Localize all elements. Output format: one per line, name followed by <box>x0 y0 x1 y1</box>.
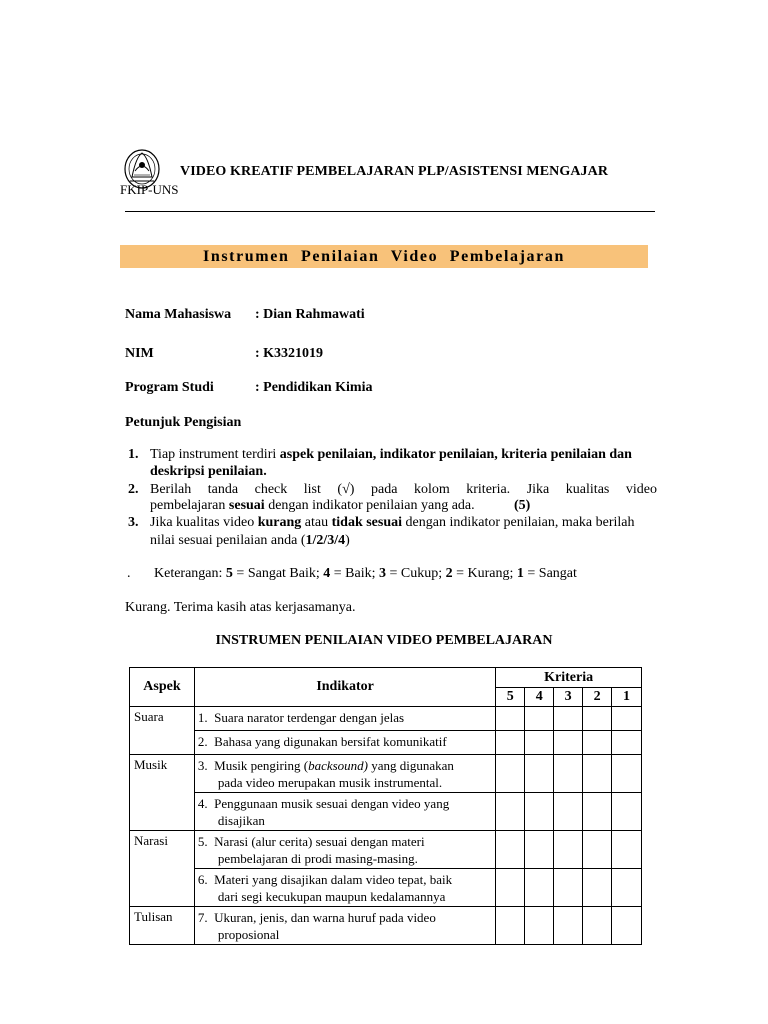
score-cell-2[interactable] <box>583 707 612 731</box>
score-cell-3[interactable] <box>554 831 583 869</box>
table-row <box>130 869 642 907</box>
score-cell-3[interactable] <box>554 707 583 731</box>
score-cell-2[interactable] <box>583 731 612 755</box>
indicator-text: Materi yang disajikan dalam video tepat, baik <box>214 872 453 887</box>
instruction-2-bold: sesuai <box>228 498 265 513</box>
score-cell-2[interactable] <box>583 831 612 869</box>
indicator-number: 5. <box>197 834 208 849</box>
logo-caption: FKIP-UNS <box>120 182 179 197</box>
indicator-text: Penggunaan musik sesuai dengan video yang <box>214 796 450 811</box>
score-cell-2[interactable] <box>583 755 612 793</box>
legend-score-2: 2 <box>445 566 453 581</box>
indicator-text-end: yang digunakan <box>368 758 454 773</box>
indicator-text-italic: backsound) <box>308 758 368 773</box>
score-cell-4[interactable] <box>525 707 554 731</box>
instruction-3-text-mid: atau <box>301 515 332 530</box>
indicator-text: Ukuran, jenis, dan warna huruf pada video <box>214 910 436 925</box>
indicator-number: 4. <box>197 796 208 811</box>
score-header-2: 2 <box>583 688 612 707</box>
legend-text-1: = Sangat <box>523 566 577 581</box>
column-header-kriteria: Kriteria <box>496 668 642 688</box>
indicator-text-line-2: pada video merupakan musik instrumental. <box>217 775 443 790</box>
score-cell-5[interactable] <box>496 793 525 831</box>
instruction-2-line-2 <box>150 498 475 514</box>
form-title: Instrumen Penilaian Video Pembelajaran <box>203 248 565 265</box>
instruction-3-bold-2: tidak sesuai <box>331 515 403 530</box>
indicator-text-line-2: pembelajaran di prodi masing-masing. <box>217 851 418 866</box>
score-cell-1[interactable] <box>612 755 642 793</box>
indicator-number: 6. <box>197 872 208 887</box>
indicator-text-line-2: disajikan <box>217 813 265 828</box>
score-cell-5[interactable] <box>496 831 525 869</box>
legend-score-1: 1 <box>516 566 524 581</box>
legend-text-5: = Sangat Baik; <box>232 566 324 581</box>
instruction-2-text: pembelajaran <box>150 498 229 513</box>
score-cell-5[interactable] <box>496 731 525 755</box>
score-cell-3[interactable] <box>554 869 583 907</box>
score-cell-3[interactable] <box>554 731 583 755</box>
score-cell-5[interactable] <box>496 907 525 945</box>
instruction-2-score: (5) <box>514 498 531 513</box>
indicator-text: Narasi (alur cerita) sesuai dengan materi <box>214 834 425 849</box>
instruction-1-line-2: deskripsi penilaian. <box>150 464 267 479</box>
instruction-3-line-2-text: nilai sesuai penilaian anda ( <box>150 533 306 548</box>
aspect-cell: Narasi <box>130 831 195 907</box>
indicator-text: Bahasa yang digunakan bersifat komunikatif <box>214 734 447 749</box>
score-cell-3[interactable] <box>554 755 583 793</box>
program-label: Program Studi <box>125 380 214 395</box>
instruction-1-line-1 <box>150 447 660 463</box>
instruction-1-text: Tiap instrument terdiri <box>150 447 280 462</box>
instruction-3-text: Jika kualitas video <box>150 515 258 530</box>
nim-value: : K3321019 <box>255 346 324 361</box>
score-cell-1[interactable] <box>612 707 642 731</box>
score-header-5: 5 <box>496 688 525 707</box>
column-header-indikator: Indikator <box>194 668 495 707</box>
instruction-1-bold: aspek penilaian, indikator penilaian, kriteria penilaian dan <box>279 447 632 462</box>
table-row <box>130 707 642 731</box>
closing-text: Kurang. Terima kasih atas kerjasamanya. <box>125 600 356 615</box>
legend-score-5: 5 <box>225 566 233 581</box>
instructions-heading: Petunjuk Pengisian <box>125 415 242 430</box>
indicator-cell <box>194 907 495 945</box>
indicator-cell <box>194 831 495 869</box>
score-header-4: 4 <box>525 688 554 707</box>
indicator-number: 2. <box>197 734 208 749</box>
assessment-table <box>129 667 642 945</box>
form-title-banner <box>120 245 648 268</box>
legend-score-3: 3 <box>379 566 386 581</box>
instruction-3-bold-1: kurang <box>257 515 302 530</box>
indicator-text-line-2: dari segi kecukupan maupun kedalamannya <box>217 889 446 904</box>
instruction-2-number: 2. <box>128 482 139 497</box>
legend-score-4: 4 <box>323 566 331 581</box>
score-header-3: 3 <box>554 688 583 707</box>
score-cell-2[interactable] <box>583 907 612 945</box>
score-cell-2[interactable] <box>583 793 612 831</box>
indicator-number: 7. <box>197 910 208 925</box>
score-cell-5[interactable] <box>496 755 525 793</box>
aspect-cell: Suara <box>130 707 195 755</box>
indicator-cell <box>194 731 495 755</box>
instruction-3-text-end: dengan indikator penilaian, maka berilah <box>402 515 635 530</box>
table-row <box>130 907 642 945</box>
indicator-text-line-2: proposional <box>217 927 280 942</box>
instruction-3-line-1 <box>150 515 635 531</box>
score-cell-4[interactable] <box>525 869 554 907</box>
score-cell-1[interactable] <box>612 793 642 831</box>
indicator-text: Suara narator terdengar dengan jelas <box>214 710 405 725</box>
aspect-cell: Musik <box>130 755 195 831</box>
fkip-uns-logo <box>120 147 170 209</box>
instruction-2-line-1: Berilah tanda check list (√) pada kolom kriteria. Jika kualitas video <box>150 482 657 497</box>
instruction-3-line-2-end: ) <box>345 533 350 548</box>
instruction-3-number: 3. <box>128 515 139 530</box>
score-cell-4[interactable] <box>525 793 554 831</box>
score-cell-4[interactable] <box>525 731 554 755</box>
score-cell-3[interactable] <box>554 907 583 945</box>
score-cell-2[interactable] <box>583 869 612 907</box>
indicator-number: 1. <box>197 710 208 725</box>
score-cell-5[interactable] <box>496 869 525 907</box>
score-cell-1[interactable] <box>612 731 642 755</box>
legend-line <box>154 566 577 582</box>
score-cell-5[interactable] <box>496 707 525 731</box>
instruction-1-number: 1. <box>128 447 139 462</box>
indicator-number: 3. <box>197 758 208 773</box>
legend-label: Keterangan: <box>154 566 226 581</box>
nim-label: NIM <box>125 346 154 361</box>
score-cell-1[interactable] <box>612 831 642 869</box>
score-cell-4[interactable] <box>525 755 554 793</box>
score-cell-4[interactable] <box>525 907 554 945</box>
legend-text-3: = Cukup; <box>386 566 446 581</box>
table-title: INSTRUMEN PENILAIAN VIDEO PEMBELAJARAN <box>215 633 553 648</box>
name-label: Nama Mahasiswa <box>125 307 232 322</box>
aspect-cell: Tulisan <box>130 907 195 945</box>
instruction-3-line-2-bold: 1/2/3/4 <box>305 533 346 548</box>
legend-text-4: = Baik; <box>330 566 379 581</box>
table-row <box>130 755 642 793</box>
table-row <box>130 793 642 831</box>
table-row <box>130 831 642 869</box>
table-row <box>130 731 642 755</box>
score-cell-1[interactable] <box>612 907 642 945</box>
score-header-1: 1 <box>612 688 642 707</box>
score-cell-3[interactable] <box>554 793 583 831</box>
document-header-title: VIDEO KREATIF PEMBELAJARAN PLP/ASISTENSI MENGAJAR <box>180 164 609 179</box>
column-header-aspek: Aspek <box>130 668 195 707</box>
indicator-cell <box>194 793 495 831</box>
instruction-3-line-2 <box>150 533 350 549</box>
legend-bullet: . <box>127 566 131 581</box>
score-cell-1[interactable] <box>612 869 642 907</box>
instruction-2-text-end: dengan indikator penilaian yang ada. <box>264 498 475 513</box>
score-cell-4[interactable] <box>525 831 554 869</box>
header-divider <box>125 211 655 212</box>
program-value: : Pendidikan Kimia <box>255 380 373 395</box>
indicator-cell <box>194 755 495 793</box>
indicator-cell <box>194 869 495 907</box>
indicator-cell <box>194 707 495 731</box>
indicator-text: Musik pengiring ( <box>214 758 309 773</box>
legend-text-2: = Kurang; <box>452 566 517 581</box>
name-value: : Dian Rahmawati <box>255 307 365 322</box>
